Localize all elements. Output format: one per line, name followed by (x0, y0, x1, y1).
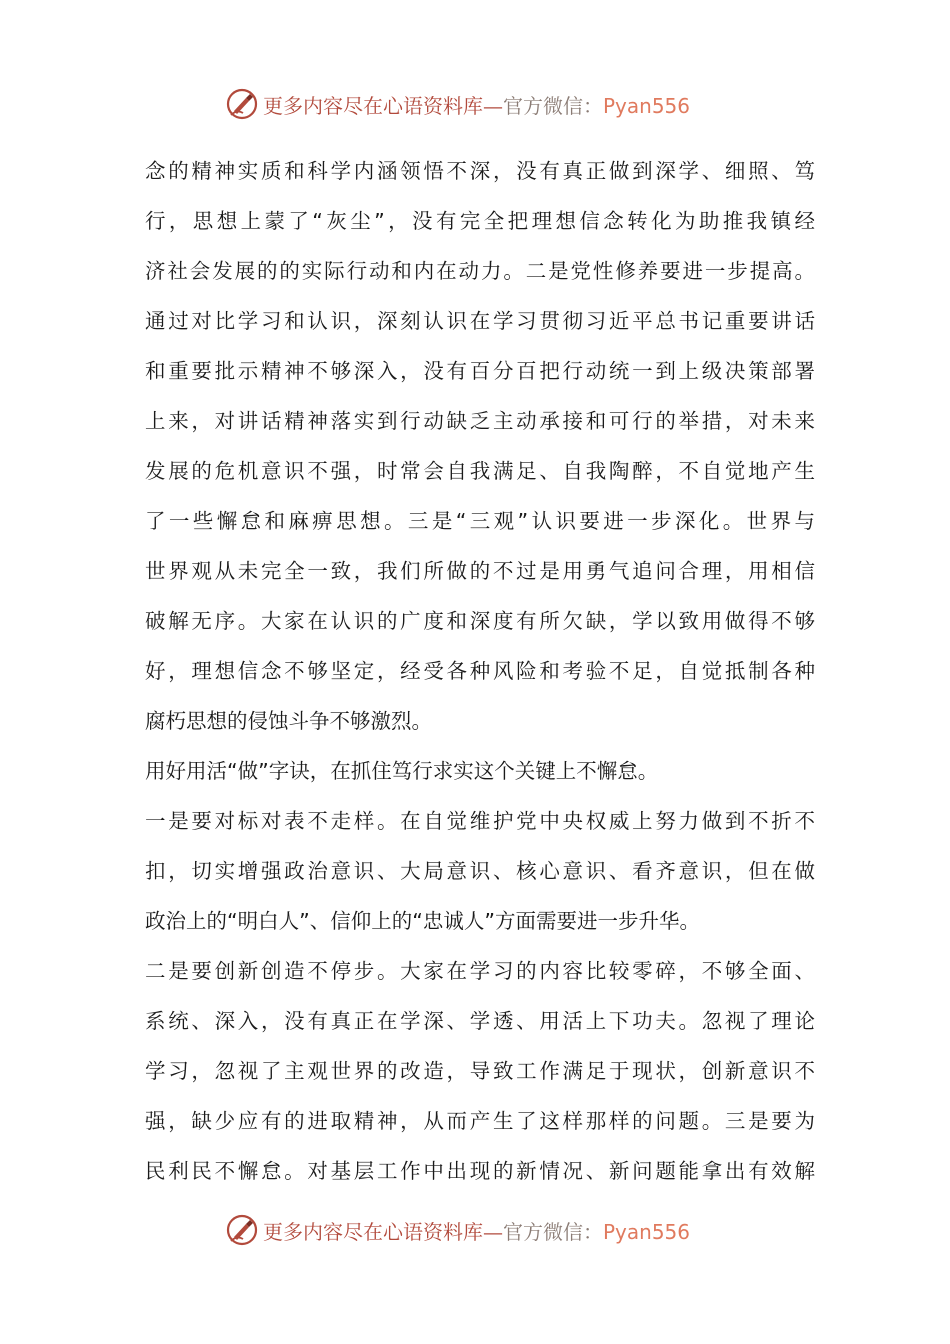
text-line: 腐朽思想的侵蚀斗争不够激烈。 (145, 709, 432, 733)
pen-logo-icon (225, 87, 259, 121)
text-line: 了一些懈怠和麻痹思想。三是“三观”认识要进一步深化。世界与 (145, 509, 815, 533)
text-line: 和重要批示精神不够深入，没有百分百把行动统一到上级决策部署 (145, 359, 815, 383)
text-line: 强，缺少应有的进取精神，从而产生了这样那样的问题。三是要为 (145, 1109, 815, 1133)
text-line: 通过对比学习和认识，深刻认识在学习贯彻习近平总书记重要讲话 (145, 309, 815, 333)
watermark-dash: — (483, 1219, 503, 1244)
text-line: 发展的危机意识不强，时常会自我满足、自我陶醉，不自觉地产生 (145, 459, 815, 483)
document-body (145, 146, 815, 1196)
text-line: 扣，切实增强政治意识、大局意识、核心意识、看齐意识，但在做 (145, 859, 815, 883)
text-line: 济社会发展的的实际行动和内在动力。二是党性修养要进一步提高。 (145, 259, 815, 283)
watermark-brand: 更多内容尽在心语资料库 (263, 93, 483, 118)
text-line: 念的精神实质和科学内涵领悟不深，没有真正做到深学、细照、笃 (145, 159, 815, 183)
watermark-dash: — (483, 93, 503, 118)
text-line: 用好用活“做”字诀，在抓住笃行求实这个关键上不懈怠。 (145, 759, 659, 783)
text-line: 学习，忽视了主观世界的改造，导致工作满足于现状，创新意识不 (145, 1059, 815, 1083)
watermark-text (263, 90, 690, 119)
watermark-wechat-label: 官方微信： (503, 93, 603, 118)
text-line: 好，理想信念不够坚定，经受各种风险和考验不足，自觉抵制各种 (145, 659, 815, 683)
text-line: 系统、深入，没有真正在学深、学透、用活上下功夫。忽视了理论 (145, 1009, 815, 1033)
footer-watermark (225, 1212, 690, 1248)
watermark-wechat-id: Pyan556 (603, 1219, 691, 1244)
text-line: 破解无序。大家在认识的广度和深度有所欠缺，学以致用做得不够 (145, 609, 815, 633)
watermark-brand: 更多内容尽在心语资料库 (263, 1219, 483, 1244)
pen-logo-icon (225, 1213, 259, 1247)
text-line: 上来，对讲话精神落实到行动缺乏主动承接和可行的举措，对未来 (145, 409, 815, 433)
text-line: 行，思想上蒙了“灰尘”，没有完全把理想信念转化为助推我镇经 (145, 209, 815, 233)
header-watermark (225, 86, 690, 122)
watermark-wechat-label: 官方微信： (503, 1219, 603, 1244)
text-line: 民利民不懈怠。对基层工作中出现的新情况、新问题能拿出有效解 (145, 1159, 815, 1183)
watermark-wechat-id: Pyan556 (603, 93, 691, 118)
text-line: 政治上的“明白人”、信仰上的“忠诚人”方面需要进一步升华。 (145, 909, 700, 933)
watermark-text (263, 1216, 690, 1245)
text-line: 一是要对标对表不走样。在自觉维护党中央权威上努力做到不折不 (145, 809, 815, 833)
text-line: 世界观从未完全一致，我们所做的不过是用勇气追问合理，用相信 (145, 559, 815, 583)
text-line: 二是要创新创造不停步。大家在学习的内容比较零碎，不够全面、 (145, 959, 815, 983)
